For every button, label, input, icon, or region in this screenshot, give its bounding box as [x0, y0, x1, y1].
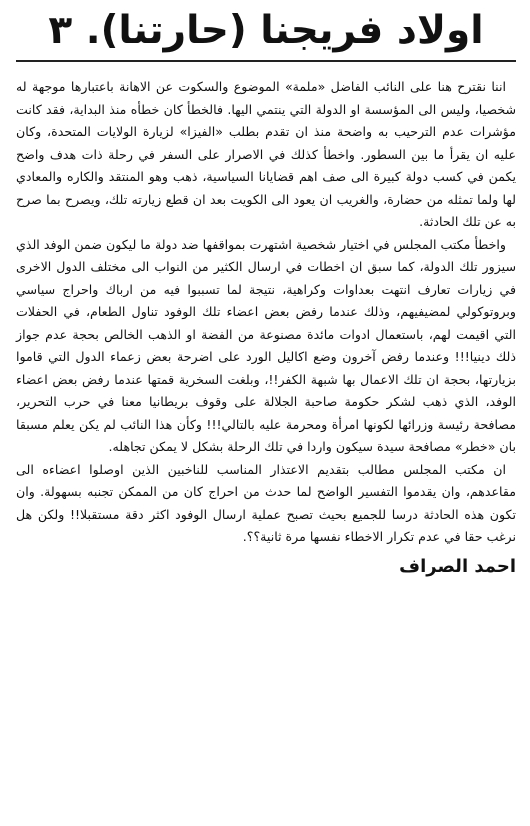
- author-signature: احمد الصراف: [399, 555, 516, 577]
- article-body: [16, 76, 516, 549]
- article-paragraph-3: ان مكتب المجلس مطالب بتقديم الاعتذار المناسب للناخبين الذين اوصلوا اعضاءه الى مقاعدهم، وان يقدموا التفسير الواضح لما حدث من احراج كان من الممكن تجنبه بسهولة. وان تكون هذه الحادثة درسا للجميع بحيث تصبح عملية ارسال الوفود اكثر دقة مستقبلا!! ولكن هل نرغب حقا في عدم تكرار الاخطاء نفسها مرة ثانية؟؟.: [16, 461, 516, 544]
- article-paragraph-1: اننا نقترح هنا على النائب الفاضل «ملمة» الموضوع والسكوت عن الاهانة باعتبارها موجهة له شخصيا، وليس الى المؤسسة او الدولة التي ينتمي اليها. فالخطأ كان خطأه منذ البداية، فقد كانت مؤشرات عدم الترحيب به واضحة منذ ان تقدم بطلب «الفيزا» لزيارة الولايات المتحدة، وكان عليه ان يقرأ ما بين السطور. واخطأ كذلك في الاصرار على السفر في رحلة ذات هدف واضح يكمن في كسب دولة كبيرة الى صف اهم قضايانا السياسية، ذهب وهو المنتقد والكاره والمعادي لها ولما تمثله من حضارة، والغريب ان يعود الى الكويت بعد ان قطع زيارته تلك، ويصرح بما صرح به عن تلك الحادثة.: [16, 79, 516, 229]
- article-paragraph-2: واخطأ مكتب المجلس في اختيار شخصية اشتهرت بمواقفها ضد دولة ما ليكون ضمن الوفد الذي سيزور تلك الدولة، كما سبق ان اخطات في ارسال الكثير من النواب الى مختلف الدول الاخرى في زيارات تعارف انتهت بعداوات وكراهية، نتيجة لما تسببوا فيه من ارباك واحراج سياسي وبروتوكولي لمضيفيهم، وذلك عندما رفض بعض اعضاء تلك الوفود تناول الطعام، في الحفلات التي اقيمت لهم، باستعمال ادوات مائدة مصنوعة من الفضة او الذهب الخالص بحجة عدم جواز ذلك دينيا!!! وعندما رفض آخرون وضع اكاليل الورد على اضرحة بعض زعماء الدول التي قاموا بزيارتها، بحجة ان تلك الاعمال بها شبهة الكفر!!، وبلغت السخرية قمتها عندما رفض بعض اعضاء الوفد، الذي ذهب لشكر حكومة صاحبة الجلالة على وقوف بريطانيا معنا في حرب التحرير، مصافحة رئيسة وزرائها لكونها امرأة ومحرمة عليه بالتالي!!! وكأن هذا النائب لم يكن يعلم مسبقا بان «خطر» مصافحة سيدة سيكون واردا في تلك الرحلة بشكل لا يمكن تجاهله.: [16, 236, 516, 454]
- article-headline: اولاد فريجنا (حارتنا). ٣: [16, 6, 516, 62]
